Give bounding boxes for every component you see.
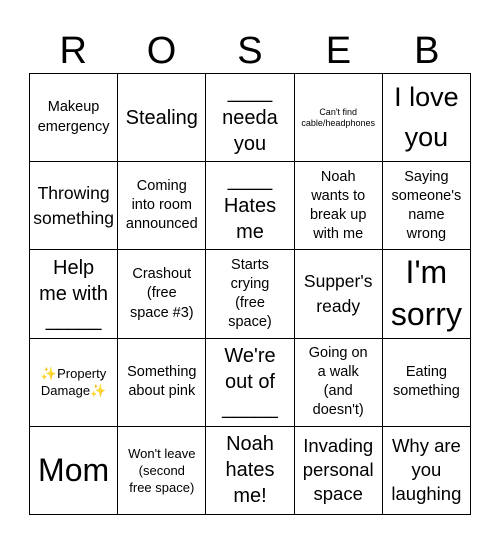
bingo-cell[interactable]: Something about pink xyxy=(118,339,206,427)
header-letter-e: E xyxy=(325,30,352,72)
bingo-cell[interactable]: Noah wants to break up with me xyxy=(295,162,383,250)
bingo-cell[interactable]: Makeup emergency xyxy=(30,74,118,162)
header-letter-b: B xyxy=(414,30,440,72)
bingo-cell[interactable]: Supper's ready xyxy=(295,250,383,338)
bingo-cell[interactable]: Can't find cable/headphones xyxy=(295,74,383,162)
bingo-cell[interactable]: Help me with _____ xyxy=(30,250,118,338)
bingo-cell[interactable]: Stealing xyxy=(118,74,206,162)
bingo-cell[interactable]: Why are you laughing xyxy=(383,427,471,515)
bingo-cell[interactable]: We're out of _____ xyxy=(206,339,294,427)
bingo-cell[interactable]: Noah hates me! xyxy=(206,427,294,515)
bingo-cell[interactable]: Coming into room announced xyxy=(118,162,206,250)
bingo-cell[interactable]: ____ Hates me xyxy=(206,162,294,250)
header-letter-r: R xyxy=(59,30,87,72)
bingo-cell[interactable]: Starts crying (free space) xyxy=(206,250,294,338)
bingo-cell[interactable]: ✨Property Damage✨ xyxy=(30,339,118,427)
bingo-cell[interactable]: Eating something xyxy=(383,339,471,427)
bingo-cell[interactable]: Throwing something xyxy=(30,162,118,250)
bingo-cell[interactable]: Mom xyxy=(30,427,118,515)
bingo-cell[interactable]: Won't leave (second free space) xyxy=(118,427,206,515)
bingo-cell[interactable]: I love you xyxy=(383,74,471,162)
header-letter-o: O xyxy=(146,30,177,72)
bingo-cell[interactable]: Invading personal space xyxy=(295,427,383,515)
bingo-cell[interactable]: ____ needa you xyxy=(206,74,294,162)
bingo-cell[interactable]: I'm sorry xyxy=(383,250,471,338)
header-letter-s: S xyxy=(237,30,263,72)
bingo-cell[interactable]: Crashout (free space #3) xyxy=(118,250,206,338)
bingo-cell[interactable]: Going on a walk (and doesn't) xyxy=(295,339,383,427)
bingo-cell[interactable]: Saying someone's name wrong xyxy=(383,162,471,250)
bingo-card-grid xyxy=(29,73,471,515)
bingo-header xyxy=(29,28,471,74)
